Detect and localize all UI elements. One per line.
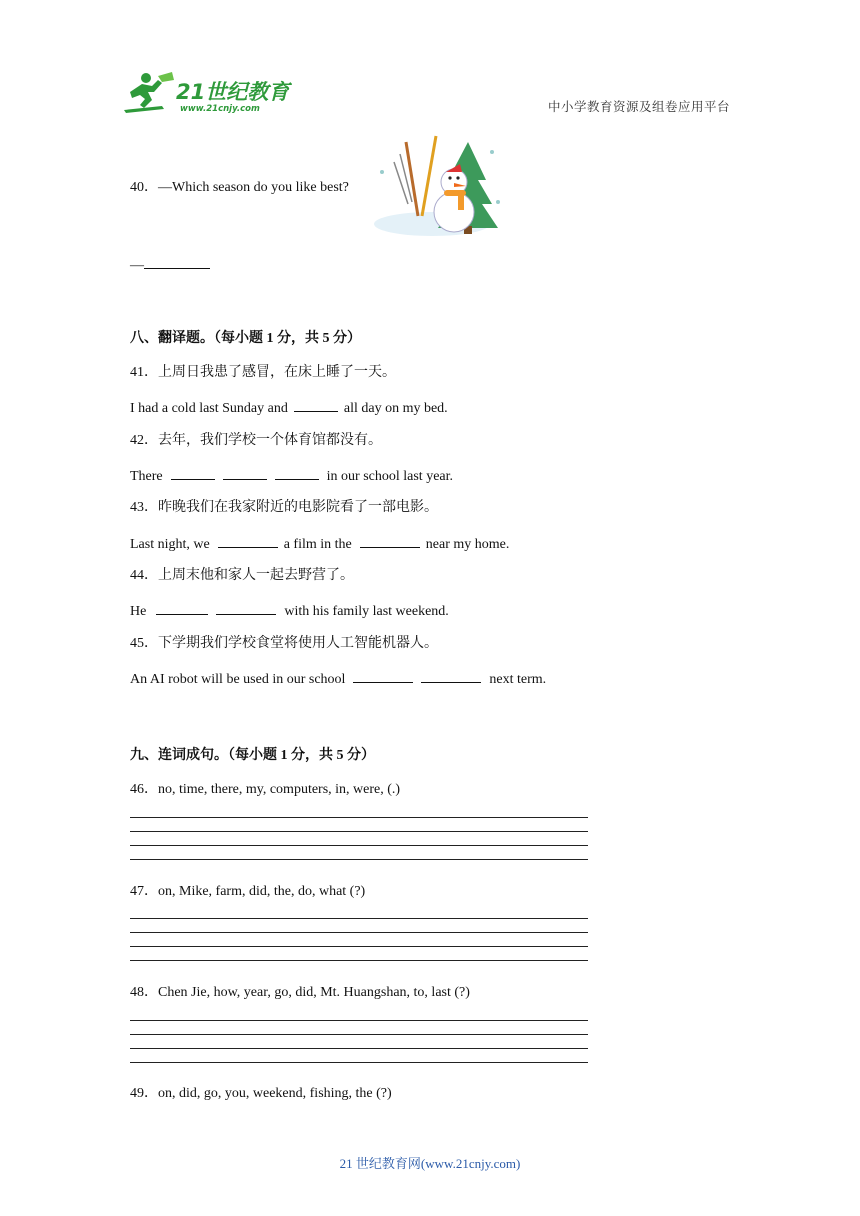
question-40: 40．—Which season do you like best? xyxy=(130,180,349,195)
q45-english: An AI robot will be used in our school next term. xyxy=(130,668,546,690)
logo-url: www.21cnjy.com xyxy=(180,104,260,114)
answer-blank[interactable] xyxy=(171,465,215,480)
site-logo xyxy=(122,70,292,116)
q46-prompt: 46．no, time, there, my, computers, in, were, (.) xyxy=(130,782,401,797)
answer-blank[interactable] xyxy=(144,254,210,269)
page-footer: 21 世纪教育网(www.21cnjy.com) xyxy=(339,1156,521,1171)
answer-blank[interactable] xyxy=(360,533,420,548)
q47-prompt: 47．on, Mike, farm, did, the, do, what (?) xyxy=(130,884,366,899)
answer-blank[interactable] xyxy=(353,668,413,683)
q44-chinese: 44．上周末他和家人一起去野营了。 xyxy=(130,568,354,583)
answer-blank[interactable] xyxy=(294,397,338,412)
q46-answer-lines[interactable] xyxy=(130,817,588,873)
q48-answer-lines[interactable] xyxy=(130,1020,588,1076)
q45-chinese: 45．下学期我们学校食堂将使用人工智能机器人。 xyxy=(130,636,438,651)
section-8-title: 八、翻译题。（每小题 1 分，共 5 分） xyxy=(130,331,361,346)
logo-text: 21世纪教育 xyxy=(176,80,290,104)
answer-blank[interactable] xyxy=(216,600,276,615)
q43-chinese: 43．昨晚我们在我家附近的电影院看了一部电影。 xyxy=(130,500,438,515)
answer-blank[interactable] xyxy=(156,600,208,615)
answer-blank[interactable] xyxy=(275,465,319,480)
q43-english: Last night, we a film in the near my home. xyxy=(130,533,509,555)
snowman-winter-illustration xyxy=(372,132,504,240)
answer-blank[interactable] xyxy=(223,465,267,480)
q48-prompt: 48．Chen Jie, how, year, go, did, Mt. Huangshan, to, last (?) xyxy=(130,985,470,1000)
q41-chinese: 41．上周日我患了感冒，在床上睡了一天。 xyxy=(130,365,396,380)
q42-chinese: 42．去年，我们学校一个体育馆都没有。 xyxy=(130,433,382,448)
q41-english: I had a cold last Sunday and all day on my bed. xyxy=(130,397,448,419)
dash-text: — xyxy=(130,258,144,273)
header-tagline: 中小学教育资源及组卷应用平台 xyxy=(547,100,730,114)
q44-english: He with his family last weekend. xyxy=(130,600,449,622)
q47-answer-lines[interactable] xyxy=(130,918,588,974)
q42-english: There in our school last year. xyxy=(130,465,453,487)
answer-40-line xyxy=(130,254,210,276)
answer-blank[interactable] xyxy=(218,533,278,548)
q49-prompt: 49．on, did, go, you, weekend, fishing, the (?) xyxy=(130,1086,392,1101)
section-9-title: 九、连词成句。（每小题 1 分，共 5 分） xyxy=(130,748,375,763)
answer-blank[interactable] xyxy=(421,668,481,683)
